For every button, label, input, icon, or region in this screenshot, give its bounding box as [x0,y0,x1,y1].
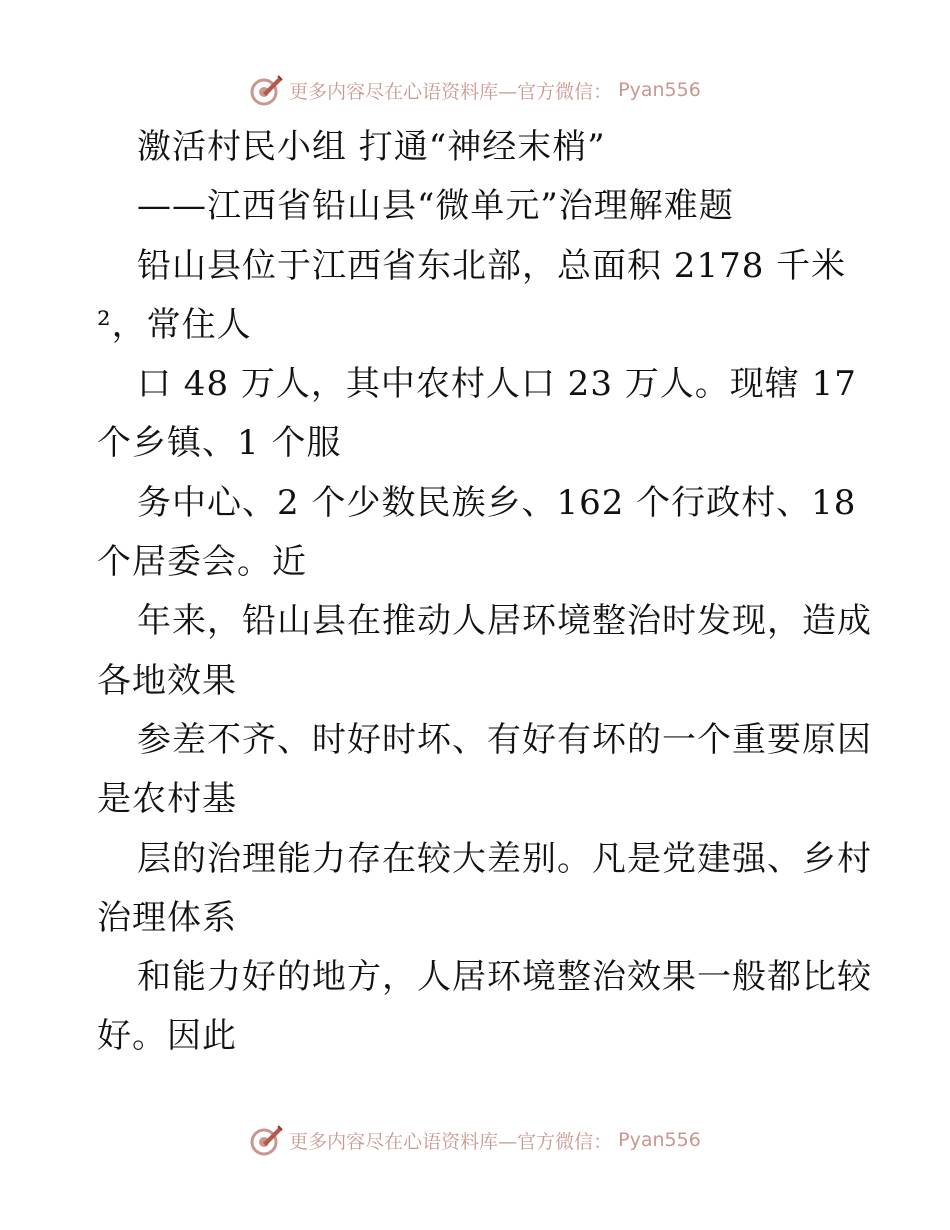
subtitle-line: ——江西省铅山县“微单元”治理解难题 [137,186,734,227]
watermark-text: 更多内容尽在心语资料库—官方微信： [289,1130,613,1153]
watermark-group [249,1123,701,1157]
watermark-brand: Pyan556 [618,1129,701,1151]
body-line: 和能力好的地方，人居环境整治效果一般都比较 [137,957,872,998]
watermark-brand: Pyan556 [618,79,701,101]
body-line: 各地效果 [97,660,237,701]
body-line: 口 48 万人，其中农村人口 23 万人。现辖 17 [137,364,857,405]
pen-logo-icon [249,73,283,107]
body-line: 个乡镇、1 个服 [97,423,342,464]
header-watermark [0,70,950,110]
body-line: 参差不齐、时好时坏、有好有坏的一个重要原因 [137,719,872,760]
body-line: 铅山县位于江西省东北部，总面积 2178 千米 [137,245,847,286]
footer-watermark [0,1120,950,1160]
body-line: 是农村基 [97,779,237,820]
title-line: 激活村民小组 打通“神经末梢” [137,127,606,167]
body-line: 务中心、2 个少数民族乡、162 个行政村、18 [137,482,857,523]
body-line: 层的治理能力存在较大差别。凡是党建强、乡村 [137,838,872,879]
document-body [97,118,872,1067]
body-line: 治理体系 [97,897,237,938]
pen-logo-icon [249,1123,283,1157]
body-line: ²，常住人 [97,304,252,345]
body-line: 个居委会。近 [97,542,307,583]
body-line: 年来，铅山县在推动人居环境整治时发现，造成 [137,601,872,642]
body-line: 好。因此 [97,1016,237,1057]
watermark-group [249,73,701,107]
watermark-text: 更多内容尽在心语资料库—官方微信： [289,80,613,103]
